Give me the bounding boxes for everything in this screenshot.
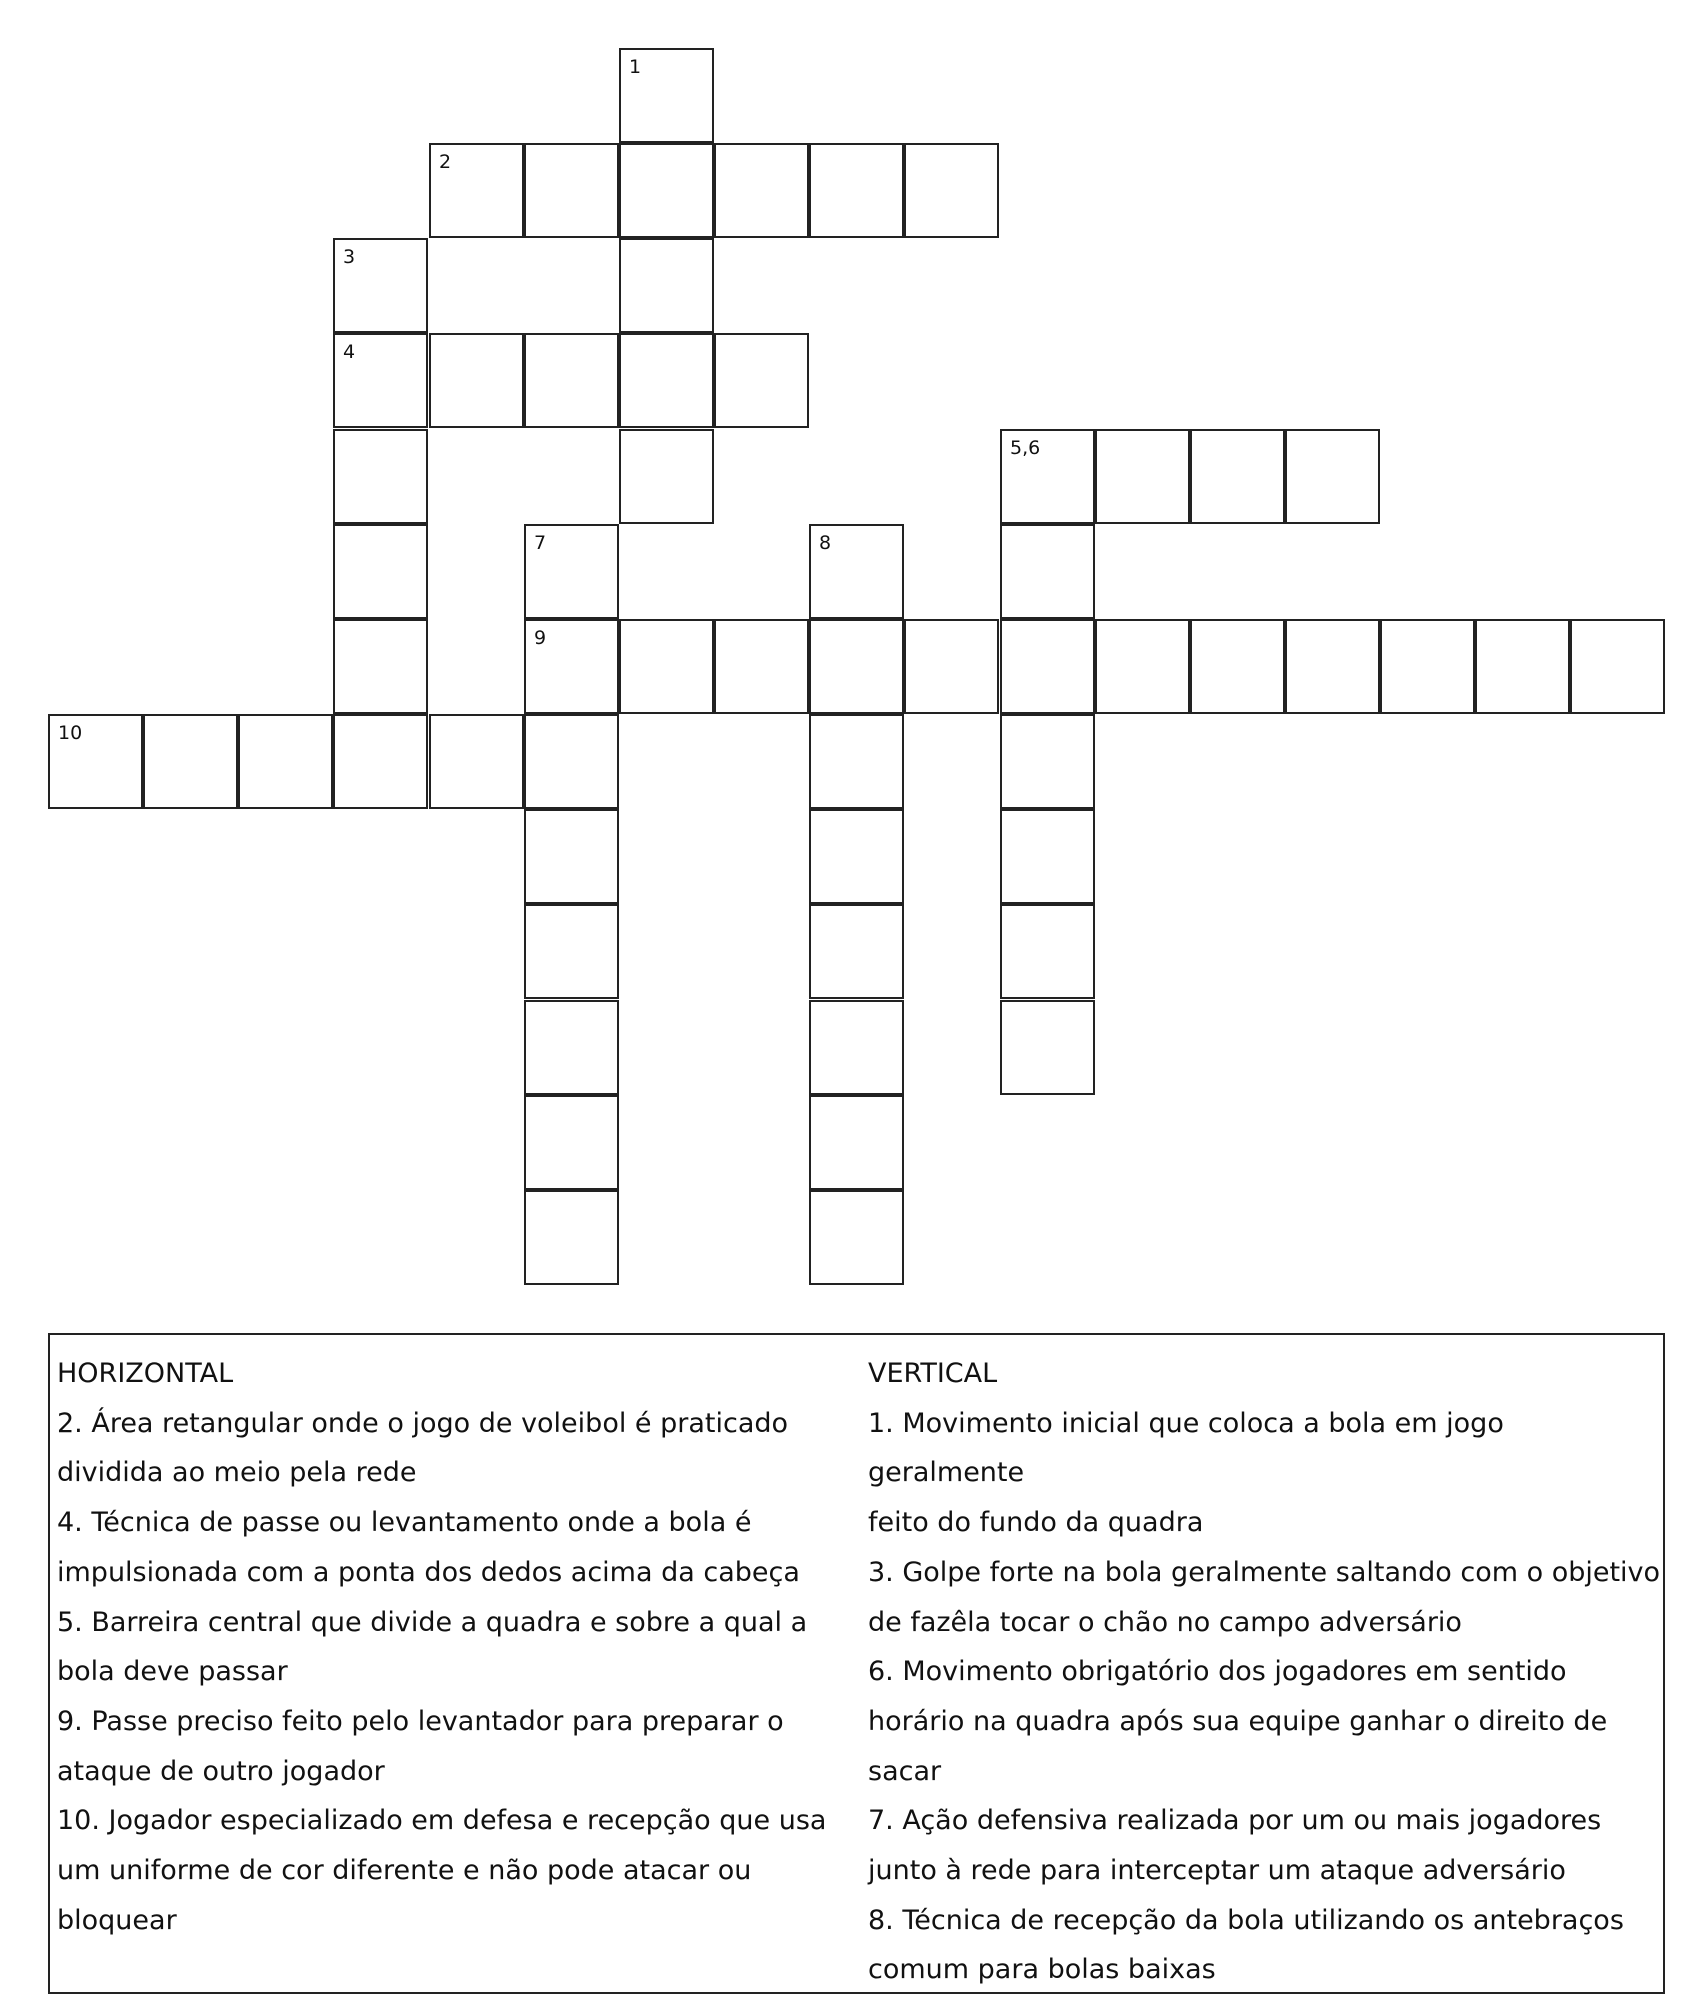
crossword-cell[interactable]	[333, 619, 428, 714]
clue-line: ataque de outro jogador	[57, 1755, 385, 1787]
crossword-cell[interactable]	[714, 333, 809, 428]
crossword-cell[interactable]	[1000, 714, 1095, 809]
clue-line: 2. Área retangular onde o jogo de voleibol é praticado	[57, 1407, 789, 1439]
crossword-cell[interactable]	[1095, 619, 1190, 714]
crossword-cell[interactable]	[1570, 619, 1665, 714]
clue-line: dividida ao meio pela rede	[57, 1457, 417, 1489]
clue-number: 5,6	[1010, 437, 1041, 459]
crossword-cell[interactable]	[1000, 429, 1095, 524]
crossword-cell[interactable]	[524, 524, 619, 619]
clue-number: 7	[534, 532, 547, 554]
clue-number: 10	[58, 722, 83, 744]
crossword-cell[interactable]	[429, 714, 524, 809]
crossword-cell[interactable]	[1000, 809, 1095, 904]
crossword-cell[interactable]	[619, 238, 714, 333]
crossword-cell[interactable]	[524, 714, 619, 809]
clue-line: 4. Técnica de passe ou levantamento onde a bola é	[57, 1507, 752, 1539]
crossword-cell[interactable]	[429, 333, 524, 428]
horizontal-clues	[57, 1349, 857, 1945]
crossword-cell[interactable]	[809, 1000, 904, 1095]
crossword-cell[interactable]	[714, 619, 809, 714]
clue-line: sacar	[868, 1755, 942, 1787]
clue-number: 8	[819, 532, 832, 554]
crossword-cell[interactable]	[619, 48, 714, 143]
crossword-cell[interactable]	[524, 143, 619, 238]
clue-line: bloquear	[57, 1904, 177, 1936]
crossword-cell[interactable]	[333, 429, 428, 524]
crossword-cell[interactable]	[809, 714, 904, 809]
clue-line: 6. Movimento obrigatório dos jogadores em sentido	[868, 1656, 1567, 1688]
crossword-cell[interactable]	[524, 809, 619, 904]
crossword-cell[interactable]	[1095, 429, 1190, 524]
crossword-cell[interactable]	[333, 524, 428, 619]
clue-line: 8. Técnica de recepção da bola utilizando os antebraços	[868, 1904, 1624, 1936]
crossword-cell[interactable]	[429, 143, 524, 238]
horizontal-heading: HORIZONTAL	[57, 1358, 234, 1389]
crossword-cell[interactable]	[714, 143, 809, 238]
crossword-cell[interactable]	[333, 714, 428, 809]
crossword-cell[interactable]	[809, 619, 904, 714]
crossword-cell[interactable]	[809, 904, 904, 999]
crossword-cell[interactable]	[333, 238, 428, 333]
crossword-cell[interactable]	[1000, 619, 1095, 714]
crossword-cell[interactable]	[809, 1095, 904, 1190]
vertical-clues	[868, 1349, 1663, 1995]
crossword-cell[interactable]	[1000, 524, 1095, 619]
crossword-cell[interactable]	[524, 619, 619, 714]
crossword-cell[interactable]	[333, 333, 428, 428]
crossword-cell[interactable]	[524, 1190, 619, 1285]
crossword-cell[interactable]	[1380, 619, 1475, 714]
crossword-cell[interactable]	[619, 429, 714, 524]
crossword-cell[interactable]	[524, 333, 619, 428]
crossword-cell[interactable]	[238, 714, 333, 809]
clue-line: 9. Passe preciso feito pelo levantador para preparar o	[57, 1705, 784, 1737]
crossword-cell[interactable]	[524, 904, 619, 999]
crossword-cell[interactable]	[809, 143, 904, 238]
crossword-cell[interactable]	[48, 714, 143, 809]
clue-number: 3	[343, 246, 356, 268]
crossword-cell[interactable]	[904, 143, 999, 238]
crossword-cell[interactable]	[619, 333, 714, 428]
crossword-cell[interactable]	[809, 524, 904, 619]
crossword-cell[interactable]	[1190, 619, 1285, 714]
clue-line: junto à rede para interceptar um ataque adversário	[868, 1855, 1566, 1887]
vertical-heading: VERTICAL	[868, 1358, 998, 1389]
clue-line: comum para bolas baixas	[868, 1954, 1216, 1986]
crossword-cell[interactable]	[809, 1190, 904, 1285]
crossword-cell[interactable]	[809, 809, 904, 904]
clue-line: impulsionada com a ponta dos dedos acima da cabeça	[57, 1556, 800, 1588]
crossword-cell[interactable]	[1000, 904, 1095, 999]
clue-line: de fazêla tocar o chão no campo adversário	[868, 1606, 1462, 1638]
clue-line: um uniforme de cor diferente e não pode atacar ou	[57, 1855, 752, 1887]
crossword-cell[interactable]	[524, 1000, 619, 1095]
clue-line: 3. Golpe forte na bola geralmente saltando com o objetivo	[868, 1556, 1661, 1588]
clue-line: horário na quadra após sua equipe ganhar o direito de	[868, 1705, 1608, 1737]
crossword-cell[interactable]	[1285, 429, 1380, 524]
crossword-cell[interactable]	[524, 1095, 619, 1190]
clue-line: feito do fundo da quadra	[868, 1507, 1204, 1539]
crossword-cell[interactable]	[1190, 429, 1285, 524]
clue-number: 2	[439, 151, 452, 173]
crossword-cell[interactable]	[1285, 619, 1380, 714]
crossword-cell[interactable]	[619, 619, 714, 714]
clue-line: bola deve passar	[57, 1656, 288, 1688]
clue-line: 1. Movimento inicial que coloca a bola em jogo geralmente	[868, 1407, 1504, 1489]
clues-panel	[48, 1333, 1665, 1994]
clue-number: 1	[629, 56, 642, 78]
clue-number: 4	[343, 341, 356, 363]
crossword-cell[interactable]	[619, 143, 714, 238]
crossword-cell[interactable]	[1000, 1000, 1095, 1095]
clue-line: 10. Jogador especializado em defesa e recepção que usa	[57, 1805, 827, 1837]
crossword-cell[interactable]	[143, 714, 238, 809]
clue-line: 7. Ação defensiva realizada por um ou mais jogadores	[868, 1805, 1602, 1837]
clue-number: 9	[534, 627, 547, 649]
clue-line: 5. Barreira central que divide a quadra e sobre a qual a	[57, 1606, 808, 1638]
crossword-cell[interactable]	[904, 619, 999, 714]
crossword-cell[interactable]	[1475, 619, 1570, 714]
